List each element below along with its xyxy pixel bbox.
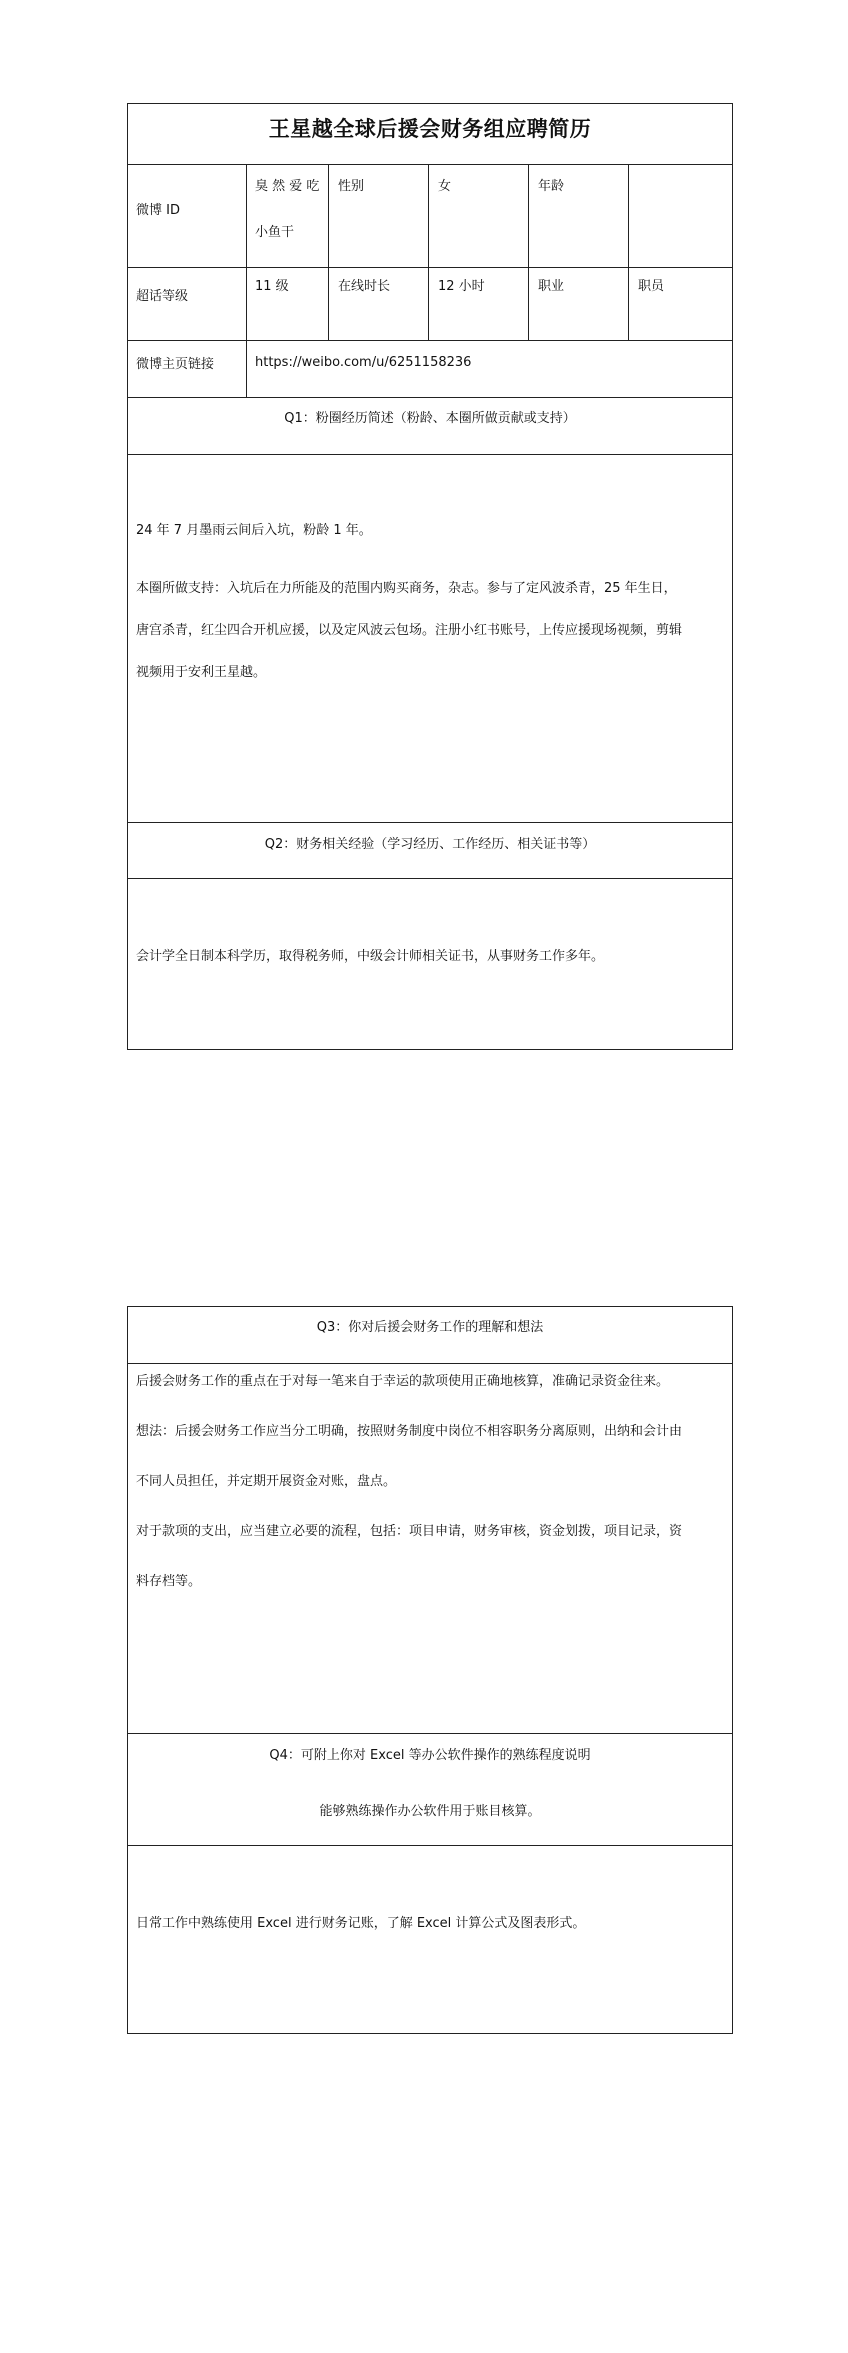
q1-answer-line: 本圈所做支持：入坑后在力所能及的范围内购买商务，杂志。参与了定风波杀青，25 年生日， — [136, 581, 677, 596]
q3-question: Q3：你对后援会财务工作的理解和想法 — [316, 1320, 544, 1335]
q3-answer-line: 后援会财务工作的重点在于对每一笔来自于幸运的款项使用正确地核算，准确记录资金往来。 — [136, 1374, 670, 1389]
q1-answer-line: 视频用于安利王星越。 — [136, 665, 267, 680]
value-homepage: https://weibo.com/u/6251158236 — [255, 355, 472, 370]
q4-question: Q4：可附上你对 Excel 等办公软件操作的熟练程度说明 — [269, 1748, 591, 1763]
divider — [128, 164, 732, 165]
resume-page-2 — [127, 1306, 733, 2034]
divider — [128, 822, 732, 823]
q3-answer-line: 想法：后援会财务工作应当分工明确，按照财务制度中岗位不相容职务分离原则，出纳和会计由 — [136, 1424, 683, 1439]
divider — [128, 1733, 732, 1734]
value-weibo-id-line2: 小鱼干 — [255, 225, 295, 240]
value-weibo-id-line1: 臭 然 爱 吃 — [255, 179, 320, 194]
divider — [128, 878, 732, 879]
q3-answer-line: 不同人员担任，并定期开展资金对账，盘点。 — [136, 1474, 397, 1489]
divider — [128, 340, 732, 341]
q2-answer-line: 会计学全日制本科学历，取得税务师，中级会计师相关证书，从事财务工作多年。 — [136, 949, 605, 964]
q4-subtitle: 能够熟练操作办公软件用于账目核算。 — [319, 1804, 541, 1819]
q1-question: Q1：粉圈经历简述（粉龄、本圈所做贡献或支持） — [284, 411, 576, 426]
resume-title: 王星越全球后援会财务组应聘简历 — [268, 117, 592, 141]
q3-answer-line: 对于款项的支出，应当建立必要的流程，包括：项目申请，财务审核，资金划拨，项目记录，资 — [136, 1524, 683, 1539]
q4-answer-line: 日常工作中熟练使用 Excel 进行财务记账，了解 Excel 计算公式及图表形式。 — [136, 1916, 586, 1931]
label-weibo-id: 微博 ID — [136, 203, 180, 218]
resume-page-1 — [127, 103, 733, 1050]
label-level: 超话等级 — [136, 289, 189, 304]
divider — [128, 267, 732, 268]
divider — [128, 454, 732, 455]
label-age: 年龄 — [538, 179, 565, 194]
divider — [128, 1363, 732, 1364]
label-occupation: 职业 — [538, 279, 565, 294]
q2-question: Q2：财务相关经验（学习经历、工作经历、相关证书等） — [264, 837, 596, 852]
value-online: 12 小时 — [438, 279, 485, 294]
divider — [128, 397, 732, 398]
label-online: 在线时长 — [338, 279, 391, 294]
value-occupation: 职员 — [638, 279, 665, 294]
label-homepage: 微博主页链接 — [136, 357, 215, 372]
label-gender: 性别 — [338, 179, 365, 194]
q1-answer-line: 24 年 7 月墨雨云间后入坑，粉龄 1 年。 — [136, 523, 372, 538]
q3-answer-line: 料存档等。 — [136, 1574, 202, 1589]
value-level: 11 级 — [255, 279, 289, 294]
value-gender: 女 — [438, 179, 452, 194]
divider — [128, 1845, 732, 1846]
q1-answer-line: 唐宫杀青，红尘四合开机应援，以及定风波云包场。注册小红书账号，上传应援现场视频，剪辑 — [136, 623, 683, 638]
